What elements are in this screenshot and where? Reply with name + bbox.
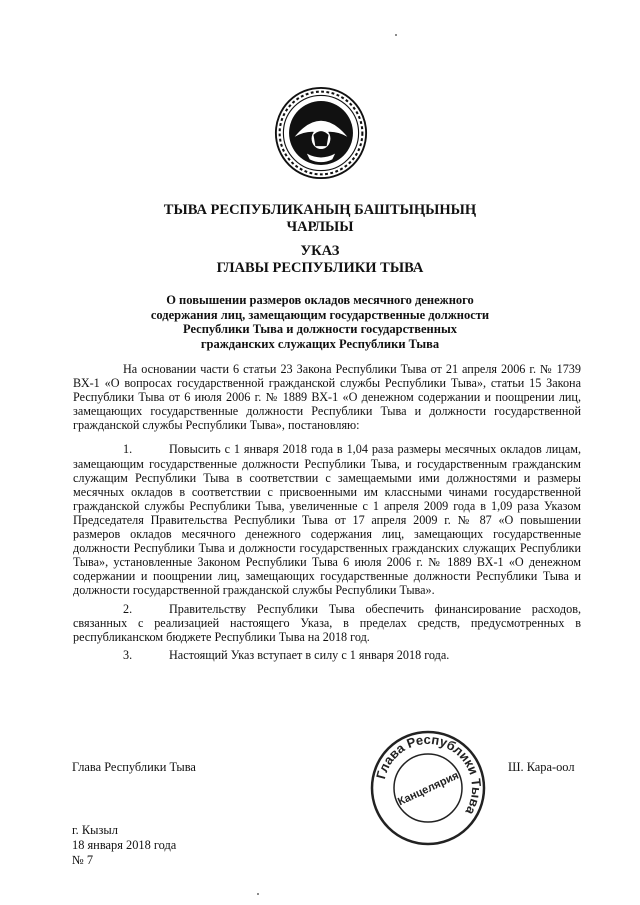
preamble: На основании части 6 статьи 23 Закона Республики Тыва от 21 апреля 2006 г. № 1739 ВХ-1 «О вопросах государственной гражданской службы Республики Тыва», статьи 15 Закона Республики Тыва от 6 июля 2006 г. № 1889 ВХ-1 «О денежном содержании и поощрении лиц, замещающих государственные должности Республики Тыва и должности государственной гражданской службы Республики Тыва», постановляю:: [73, 362, 581, 433]
republic-heading: [0, 202, 640, 236]
decree-item-3: [73, 648, 581, 662]
heading-line-2: ЧАРЛЫЫ: [286, 219, 354, 235]
title-line: содержания лиц, замещающим государственные должности: [150, 307, 490, 322]
document-title: [0, 293, 640, 351]
title-line: Республики Тыва и должности государственных: [183, 322, 457, 336]
stamp-center-text: Канцелярия: [396, 769, 461, 809]
heading-line-1: ТЫВА РЕСПУБЛИКАНЫҢ БАШТЫҢЫНЫҢ: [163, 202, 477, 218]
official-stamp-icon: [368, 728, 488, 848]
decree-item-1: [73, 442, 581, 597]
decree-heading: [0, 243, 640, 277]
scan-speck: [395, 34, 397, 36]
issue-city: г. Кызыл: [72, 823, 118, 837]
issue-details: [72, 823, 176, 868]
tuva-emblem-icon: [274, 86, 368, 180]
title-line: гражданских служащих Республики Тыва: [200, 336, 440, 351]
decree-body: [73, 362, 581, 662]
signatory-name: Ш. Кара-оол: [508, 760, 575, 774]
decree-authority: ГЛАВЫ РЕСПУБЛИКИ ТЫВА: [216, 260, 424, 276]
decree-label: УКАЗ: [300, 243, 340, 259]
decree-number: № 7: [72, 853, 94, 867]
item-number: 1.: [123, 442, 133, 457]
issue-date: 18 января 2018 года: [72, 838, 177, 852]
item-number: 2.: [123, 601, 133, 616]
item-text: Правительству Республики Тыва обеспечить финансирование расходов, связанных с реализацией настоящего Указа, в пределах средств, предусмотренных в республиканском бюджете Республики Тыва на 2018 год.: [73, 601, 581, 644]
item-text: Повысить с 1 января 2018 года в 1,04 раза размеры месячных окладов лицам, замещающим государственные должности Республики Тыва, и государственным гражданским служащим Республики Тыва в соответствии с замещаемыми ими должностями и размеры месячных окладов в соответствии с присвоенными им классными чинами государственной гражданской службы Республики Тыва, увеличенные с 1 апреля 2009 года в 1,09 раза Указом Председателя Правительства Республики Тыва от 17 апреля 2009 г. № 87 «О повышении размеров окладов месячного денежного содержания лиц, замещающих государственные должности Республики Тыва и должности государственных гражданских служащих Республики Тыва», установленные Законом Республики Тыва 6 июля 2006 г. № 1889 ВХ-1 «О денежном содержании и поощрении лиц, замещающих государственные должности Республики Тыва и должности государственной гражданской службы Республики Тыва».: [73, 442, 581, 598]
stamp-ring-text: Глава Республики Тыва: [373, 731, 485, 818]
item-number: 3.: [123, 647, 133, 662]
decree-item-2: [73, 602, 581, 644]
signatory-position: Глава Республики Тыва: [72, 760, 196, 774]
title-line: О повышении размеров окладов месячного денежного: [166, 293, 474, 307]
scan-speck: [257, 893, 259, 895]
item-text: Настоящий Указ вступает в силу с 1 января 2018 года.: [169, 647, 450, 662]
